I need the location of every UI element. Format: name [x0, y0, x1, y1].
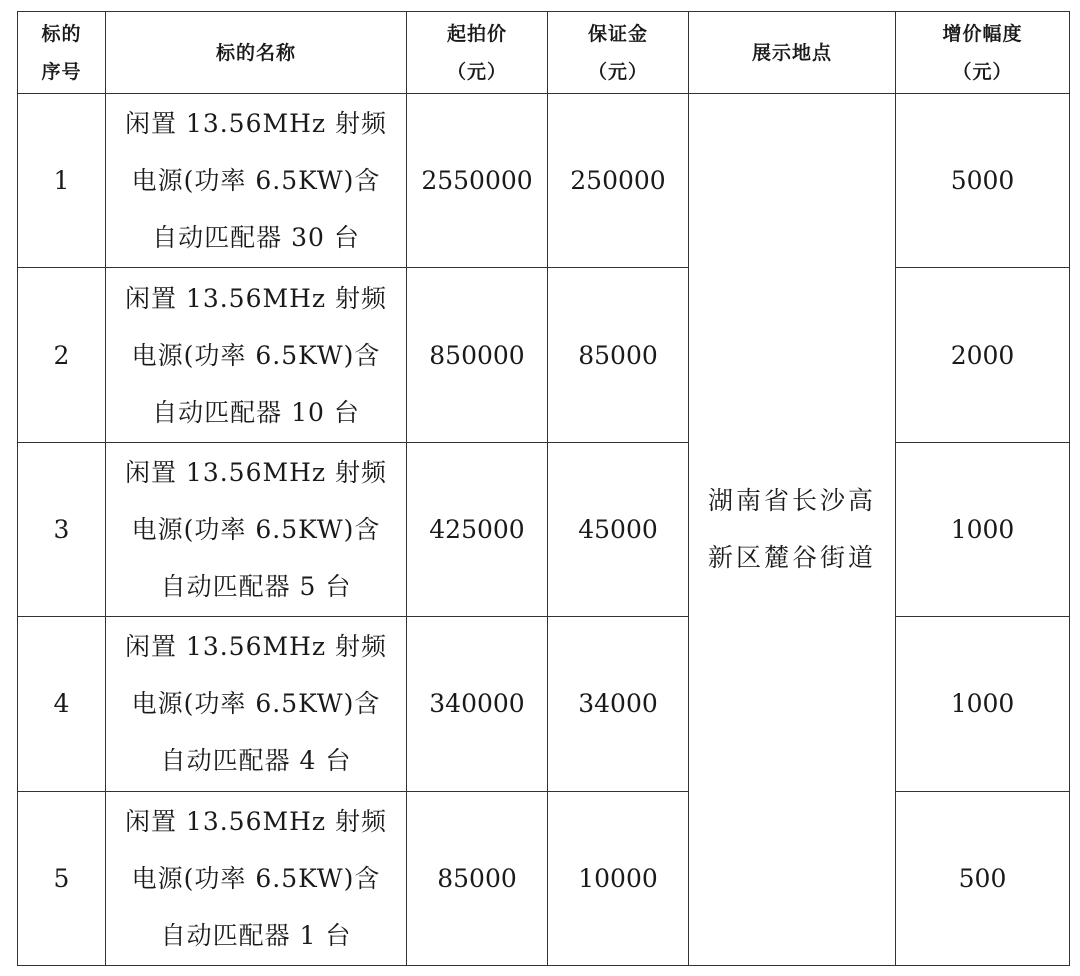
item-name-line: 自动匹配器 30 台 [152, 223, 360, 253]
item-name-line: 闲置 13.56MHz 射频 [124, 283, 388, 313]
item-name-line: 电源(功率 6.5KW)含 [131, 689, 381, 719]
row-deposit: 85000 [548, 268, 689, 442]
row-start-price: 2550000 [407, 94, 548, 268]
item-name-line: 闲置 13.56MHz 射频 [124, 457, 388, 487]
header-seq [18, 12, 106, 94]
header-row [18, 12, 1070, 94]
row-seq: 3 [18, 442, 106, 616]
table-row [18, 617, 1070, 791]
location-line-2: 新区麓谷街道 [707, 543, 876, 573]
row-seq: 5 [18, 791, 106, 965]
item-name-line: 电源(功率 6.5KW)含 [131, 166, 381, 196]
header-increment-line-2: （元） [952, 60, 1013, 83]
item-name-line: 闲置 13.56MHz 射频 [124, 109, 388, 139]
row-seq: 2 [18, 268, 106, 442]
item-name-line: 闲置 13.56MHz 射频 [124, 806, 388, 836]
item-name-line: 电源(功率 6.5KW)含 [131, 514, 381, 544]
header-increment-line-1: 增价幅度 [942, 22, 1023, 45]
item-name-line: 自动匹配器 5 台 [160, 571, 352, 601]
row-start-price: 340000 [407, 617, 548, 791]
table-row [18, 442, 1070, 616]
row-increment: 1000 [896, 442, 1070, 616]
location-cell [689, 94, 896, 966]
row-item-name [106, 617, 407, 791]
row-deposit: 250000 [548, 94, 689, 268]
header-name-line-1: 标的名称 [215, 41, 296, 64]
header-increment [896, 12, 1070, 94]
header-deposit-line-2: （元） [587, 60, 648, 83]
header-deposit [548, 12, 689, 94]
row-seq: 4 [18, 617, 106, 791]
row-increment: 1000 [896, 617, 1070, 791]
table-row [18, 268, 1070, 442]
table-row [18, 94, 1070, 268]
location-line-1: 湖南省长沙高 [707, 486, 876, 516]
header-location [689, 12, 896, 94]
table-body [18, 94, 1070, 966]
row-increment: 5000 [896, 94, 1070, 268]
row-seq: 1 [18, 94, 106, 268]
row-item-name [106, 94, 407, 268]
header-start-price [407, 12, 548, 94]
row-item-name [106, 442, 407, 616]
row-start-price: 425000 [407, 442, 548, 616]
header-name [106, 12, 407, 94]
table-row [18, 791, 1070, 965]
item-name-line: 自动匹配器 1 台 [160, 920, 352, 950]
item-name-line: 自动匹配器 4 台 [160, 746, 352, 776]
row-increment: 500 [896, 791, 1070, 965]
row-deposit: 10000 [548, 791, 689, 965]
row-start-price: 850000 [407, 268, 548, 442]
row-item-name [106, 791, 407, 965]
row-increment: 2000 [896, 268, 1070, 442]
header-location-line-1: 展示地点 [751, 41, 832, 64]
row-deposit: 45000 [548, 442, 689, 616]
item-name-line: 电源(功率 6.5KW)含 [131, 340, 381, 370]
auction-lots-table [17, 11, 1070, 966]
row-deposit: 34000 [548, 617, 689, 791]
item-name-line: 自动匹配器 10 台 [152, 397, 360, 427]
header-start-price-line-1: 起拍价 [446, 22, 507, 45]
item-name-line: 闲置 13.56MHz 射频 [124, 632, 388, 662]
item-name-line: 电源(功率 6.5KW)含 [131, 863, 381, 893]
row-item-name [106, 268, 407, 442]
header-seq-line-2: 序号 [41, 60, 82, 83]
header-start-price-line-2: （元） [446, 60, 507, 83]
header-deposit-line-1: 保证金 [587, 22, 648, 45]
table-header [18, 12, 1070, 94]
header-seq-line-1: 标的 [41, 22, 82, 45]
row-start-price: 85000 [407, 791, 548, 965]
